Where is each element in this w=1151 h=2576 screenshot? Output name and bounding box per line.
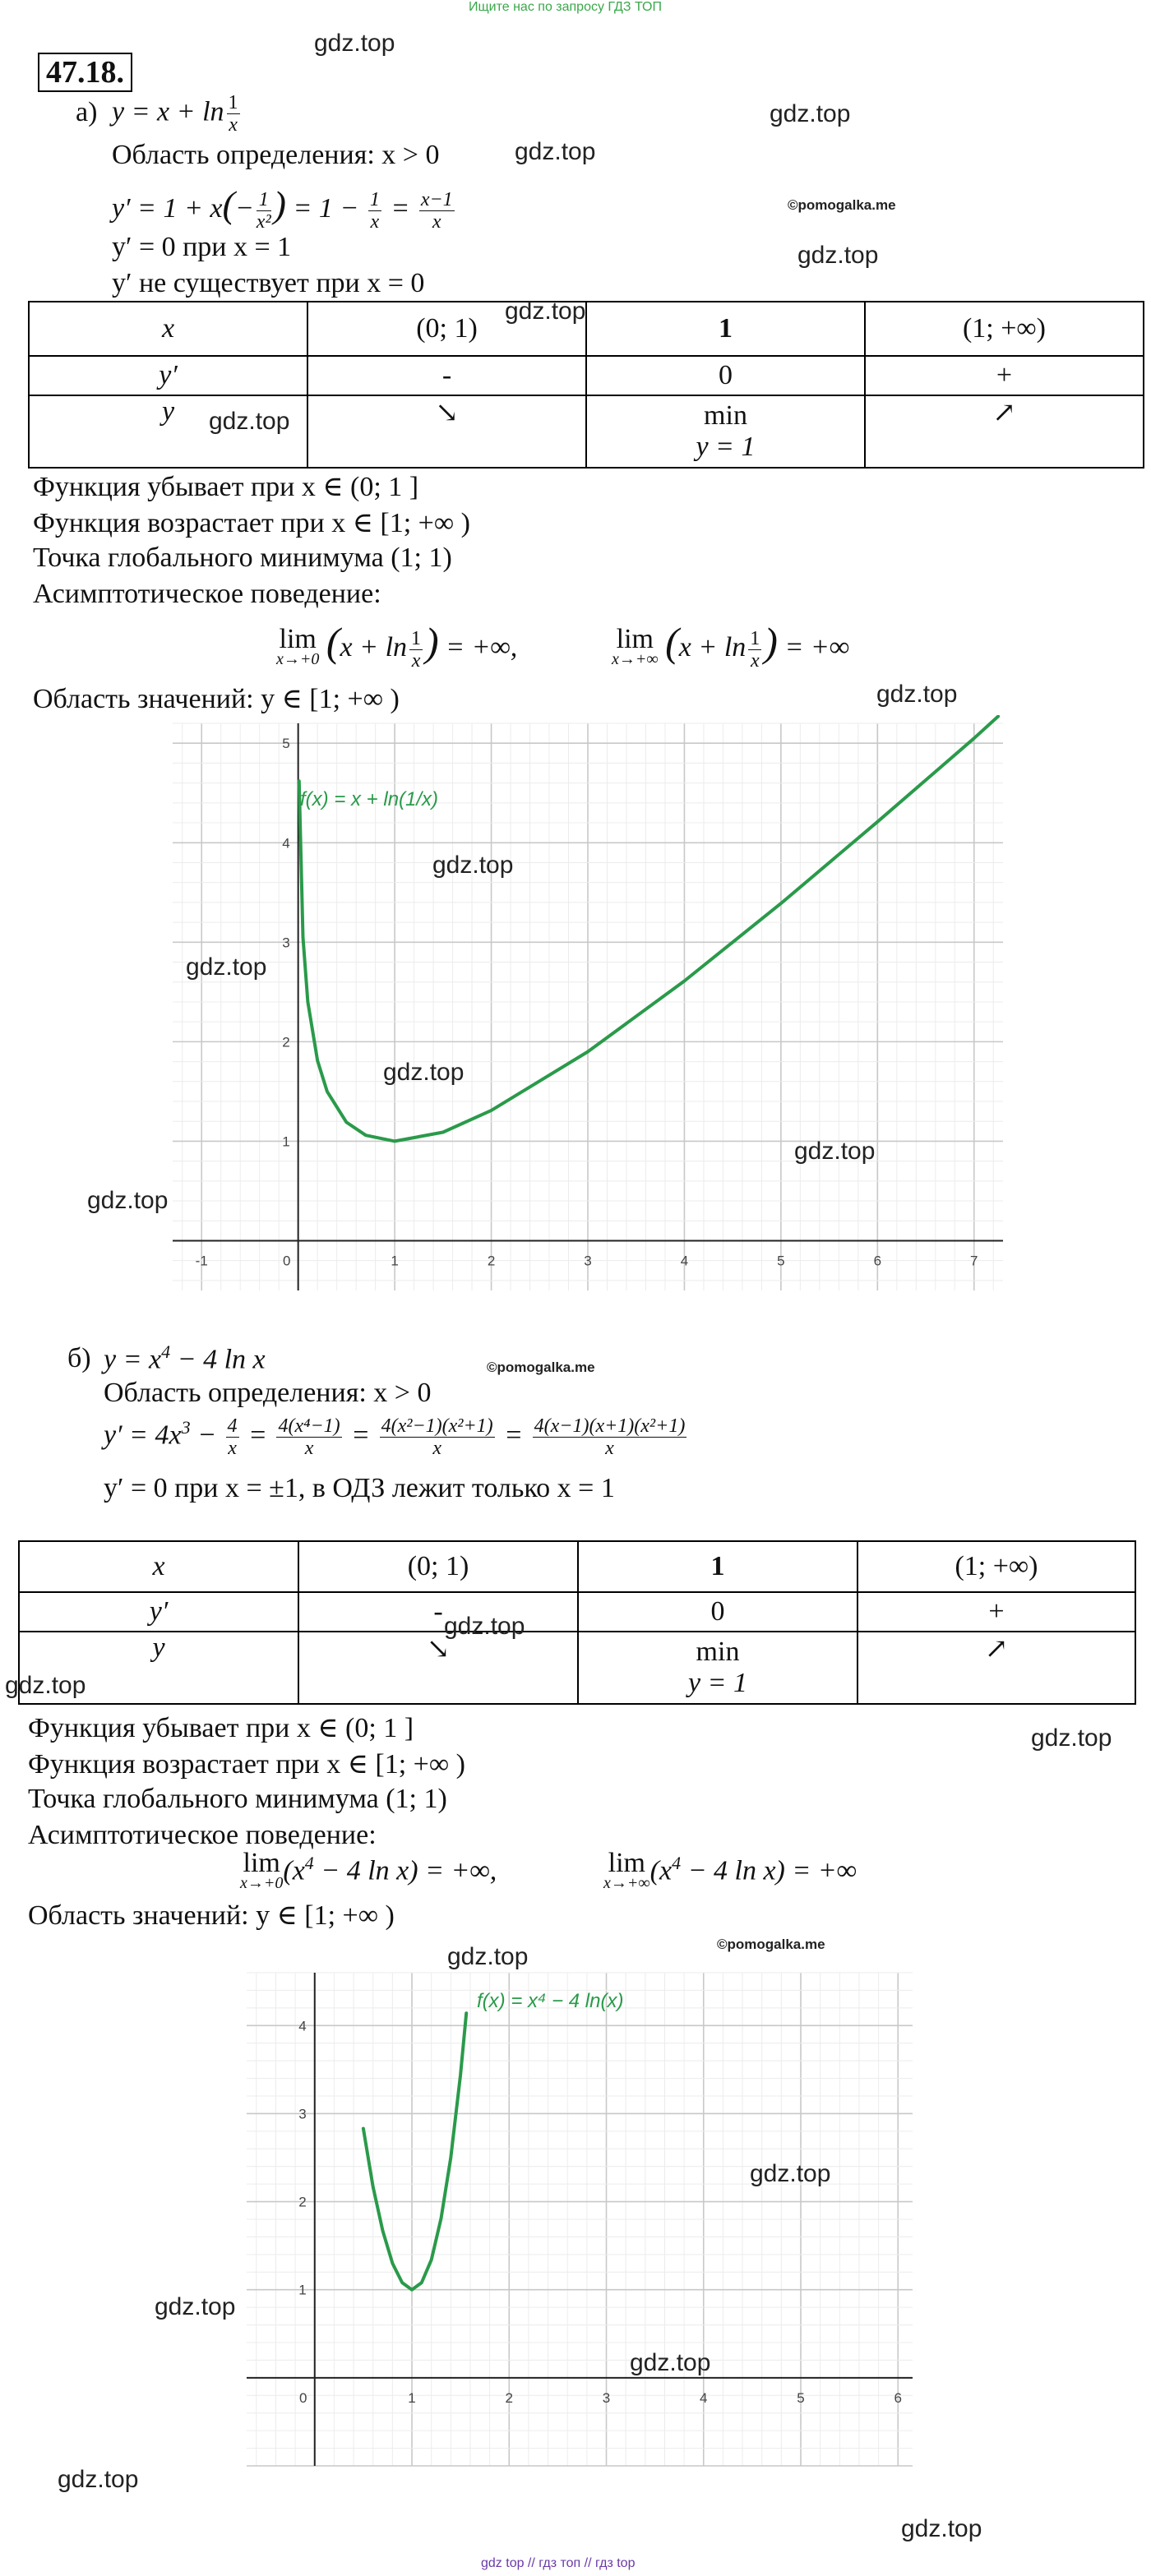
chart-b-x-tick-label: 4 bbox=[700, 2389, 708, 2406]
table-a-dy1: - bbox=[307, 356, 586, 395]
part-a-limit2: lim x→+∞ (x + ln $\frac{1}{x}$ ) = +∞ bbox=[612, 619, 850, 672]
table-b-y1: ↘ bbox=[298, 1632, 578, 1704]
watermark: gdz.top bbox=[505, 298, 586, 325]
watermark-pomogalka: ©pomogalka.me bbox=[717, 1937, 825, 1952]
part-a-undefined: y′ не существует при x = 0 bbox=[112, 268, 425, 298]
part-b-zero: y′ = 0 при x = ±1, в ОДЗ лежит только x = 1 bbox=[104, 1473, 615, 1503]
table-b-min: min bbox=[696, 1637, 740, 1667]
chart-b bbox=[238, 1964, 921, 2474]
problem-number: 47.18. bbox=[38, 53, 132, 92]
part-b-increasing: Функция возрастает при x ∈ [1; +∞ ) bbox=[28, 1749, 465, 1780]
watermark-pomogalka: ©pomogalka.me bbox=[487, 1360, 595, 1375]
chart-b-x-tick-label: 5 bbox=[797, 2389, 805, 2406]
watermark: gdz.top bbox=[770, 100, 851, 127]
chart-a-x-tick-label: 1 bbox=[391, 1253, 399, 1269]
table-b-y2 bbox=[578, 1632, 857, 1704]
chart-b-y-tick-label: 3 bbox=[298, 2106, 307, 2122]
table-b-h2: 1 bbox=[578, 1541, 857, 1592]
watermark: gdz.top bbox=[155, 2293, 236, 2320]
part-a-decreasing: Функция убывает при x ∈ (0; 1 ] bbox=[33, 472, 419, 502]
part-b-limit1: lim x→+0 ($x^4 - 4$ ln x) = +∞, bbox=[240, 1847, 497, 1892]
part-a-range: Область значений: y ∈ [1; +∞ ) bbox=[33, 684, 400, 714]
part-b-function: $y = x^4 - 4$ ln x bbox=[104, 1341, 266, 1375]
table-b-dy0: y′ bbox=[19, 1592, 298, 1632]
sign-table-a bbox=[28, 301, 1144, 469]
table-b-dy2: 0 bbox=[578, 1592, 857, 1632]
watermark: gdz.top bbox=[515, 138, 596, 165]
chart-b-series-label: f(x) = x⁴ − 4 ln(x) bbox=[477, 1990, 624, 2012]
table-a-dy0: y′ bbox=[29, 356, 307, 395]
part-a-derivative: y′ = 1 + x(− $\frac{1}{\text{x²}}$ ) = 1 − $\frac{1}{x}$ = $\frac{x-1}{x}$ bbox=[112, 183, 453, 233]
table-a-y0: y bbox=[29, 395, 307, 468]
chart-a-x-tick-label: 4 bbox=[680, 1253, 689, 1269]
chart-a bbox=[164, 715, 1011, 1299]
watermark: gdz.top bbox=[630, 2349, 711, 2376]
table-a-y1: ↘ bbox=[307, 395, 586, 468]
table-a-h3: (1; +∞) bbox=[865, 302, 1144, 356]
part-b-decreasing: Функция убывает при x ∈ (0; 1 ] bbox=[28, 1713, 414, 1743]
table-a-dy2: 0 bbox=[586, 356, 865, 395]
table-a-h1: (0; 1) bbox=[307, 302, 586, 356]
table-b-h0: x bbox=[19, 1541, 298, 1592]
chart-a-x-tick-label: 0 bbox=[282, 1253, 291, 1269]
table-a-y2 bbox=[586, 395, 865, 468]
part-b-limit2: lim x→+∞ ($x^4 - 4$ ln x) = +∞ bbox=[603, 1847, 857, 1892]
chart-a-y-tick-label: 2 bbox=[282, 1034, 290, 1050]
watermark: gdz.top bbox=[901, 2515, 982, 2542]
watermark: gdz.top bbox=[58, 2466, 139, 2493]
table-b-min-value: y = 1 bbox=[687, 1668, 748, 1698]
part-a-zero: y′ = 0 при x = 1 bbox=[112, 232, 292, 262]
chart-a-y-tick-label: 1 bbox=[282, 1133, 290, 1150]
table-a-y3: ↗ bbox=[865, 395, 1144, 468]
watermark: gdz.top bbox=[876, 681, 958, 708]
chart-a-x-tick-label: 3 bbox=[584, 1253, 592, 1269]
chart-b-x-tick-label: 0 bbox=[299, 2389, 307, 2406]
watermark: gdz.top bbox=[186, 953, 267, 981]
chart-a-y-tick-label: 3 bbox=[282, 935, 290, 951]
chart-a-y-tick-label: 5 bbox=[282, 736, 290, 752]
table-b-dy3: + bbox=[857, 1592, 1135, 1632]
watermark: gdz.top bbox=[794, 1138, 876, 1165]
chart-b-y-tick-label: 2 bbox=[298, 2194, 307, 2210]
part-a-limit1: lim x→+0 (x + ln $\frac{1}{x}$ ) = +∞, bbox=[276, 619, 518, 672]
watermark: gdz.top bbox=[5, 1672, 86, 1699]
watermark: gdz.top bbox=[383, 1059, 465, 1086]
part-b-range: Область значений: y ∈ [1; +∞ ) bbox=[28, 1900, 395, 1931]
table-b-h3: (1; +∞) bbox=[857, 1541, 1135, 1592]
table-a-min-value: y = 1 bbox=[696, 432, 756, 462]
table-a-min: min bbox=[704, 400, 747, 431]
table-b-y0: y bbox=[19, 1632, 298, 1704]
part-b-label: б) bbox=[67, 1343, 91, 1373]
part-a-global-min: Точка глобального минимума (1; 1) bbox=[33, 542, 452, 573]
chart-b-x-tick-label: 3 bbox=[602, 2389, 611, 2406]
chart-b-y-tick-label: 1 bbox=[298, 2282, 307, 2298]
watermark: gdz.top bbox=[797, 242, 879, 269]
chart-b-x-tick-label: 2 bbox=[505, 2389, 514, 2406]
chart-b-x-tick-label: 6 bbox=[894, 2389, 902, 2406]
table-b-dy1: - bbox=[298, 1592, 578, 1632]
watermark: gdz.top bbox=[447, 1943, 529, 1970]
sign-table-b bbox=[18, 1540, 1136, 1705]
chart-a-x-tick-label: 2 bbox=[487, 1253, 496, 1269]
chart-a-series-label: f(x) = x + ln(1/x) bbox=[300, 788, 439, 810]
part-a-increasing: Функция возрастает при x ∈ [1; +∞ ) bbox=[33, 508, 470, 538]
watermark: gdz.top bbox=[1031, 1724, 1112, 1752]
part-b-derivative: $y' = 4x^3$ − $\frac{4}{x}$ = $\frac{\text{4(x⁴−1)}}{x}$ = $\frac{\text{4(x²−1)(x²+1)}}{x}$ = $\frac{\text{4(x−1)(x+1)(x²+1)}}{x}$ bbox=[104, 1415, 686, 1459]
top-banner[interactable]: Ищите нас по запросу ГДЗ ТОП bbox=[469, 0, 662, 14]
part-b-domain: Область определения: x > 0 bbox=[104, 1378, 432, 1408]
watermark: gdz.top bbox=[314, 30, 395, 57]
chart-a-y-tick-label: 4 bbox=[282, 835, 290, 852]
chart-a-x-tick-label: 6 bbox=[873, 1253, 882, 1269]
part-a-label: а) bbox=[76, 97, 98, 127]
watermark: gdz.top bbox=[750, 2160, 831, 2187]
table-a-dy3: + bbox=[865, 356, 1144, 395]
part-b-asymptotic: Асимптотическое поведение: bbox=[28, 1820, 377, 1850]
table-b-h1: (0; 1) bbox=[298, 1541, 578, 1592]
chart-b-y-tick-label: 4 bbox=[298, 2018, 307, 2034]
part-a-domain: Область определения: x > 0 bbox=[112, 140, 440, 170]
bottom-banner[interactable]: gdz top // гдз топ // гдз top bbox=[481, 2556, 636, 2570]
watermark: gdz.top bbox=[87, 1187, 169, 1214]
table-b-y3: ↗ bbox=[857, 1632, 1135, 1704]
table-a-h0: x bbox=[29, 302, 307, 356]
chart-a-x-tick-label: -1 bbox=[195, 1253, 208, 1269]
watermark-pomogalka: ©pomogalka.me bbox=[788, 197, 896, 213]
chart-a-x-tick-label: 5 bbox=[777, 1253, 785, 1269]
chart-b-x-tick-label: 1 bbox=[408, 2389, 416, 2406]
part-a-function: y = x + ln $\frac{1}{x}$ bbox=[112, 92, 238, 136]
table-a-h2: 1 bbox=[586, 302, 865, 356]
watermark: gdz.top bbox=[444, 1613, 525, 1640]
chart-a-x-tick-label: 7 bbox=[970, 1253, 978, 1269]
part-b-global-min: Точка глобального минимума (1; 1) bbox=[28, 1784, 447, 1814]
watermark: gdz.top bbox=[209, 408, 290, 435]
watermark: gdz.top bbox=[432, 852, 514, 879]
part-a-asymptotic: Асимптотическое поведение: bbox=[33, 579, 381, 609]
